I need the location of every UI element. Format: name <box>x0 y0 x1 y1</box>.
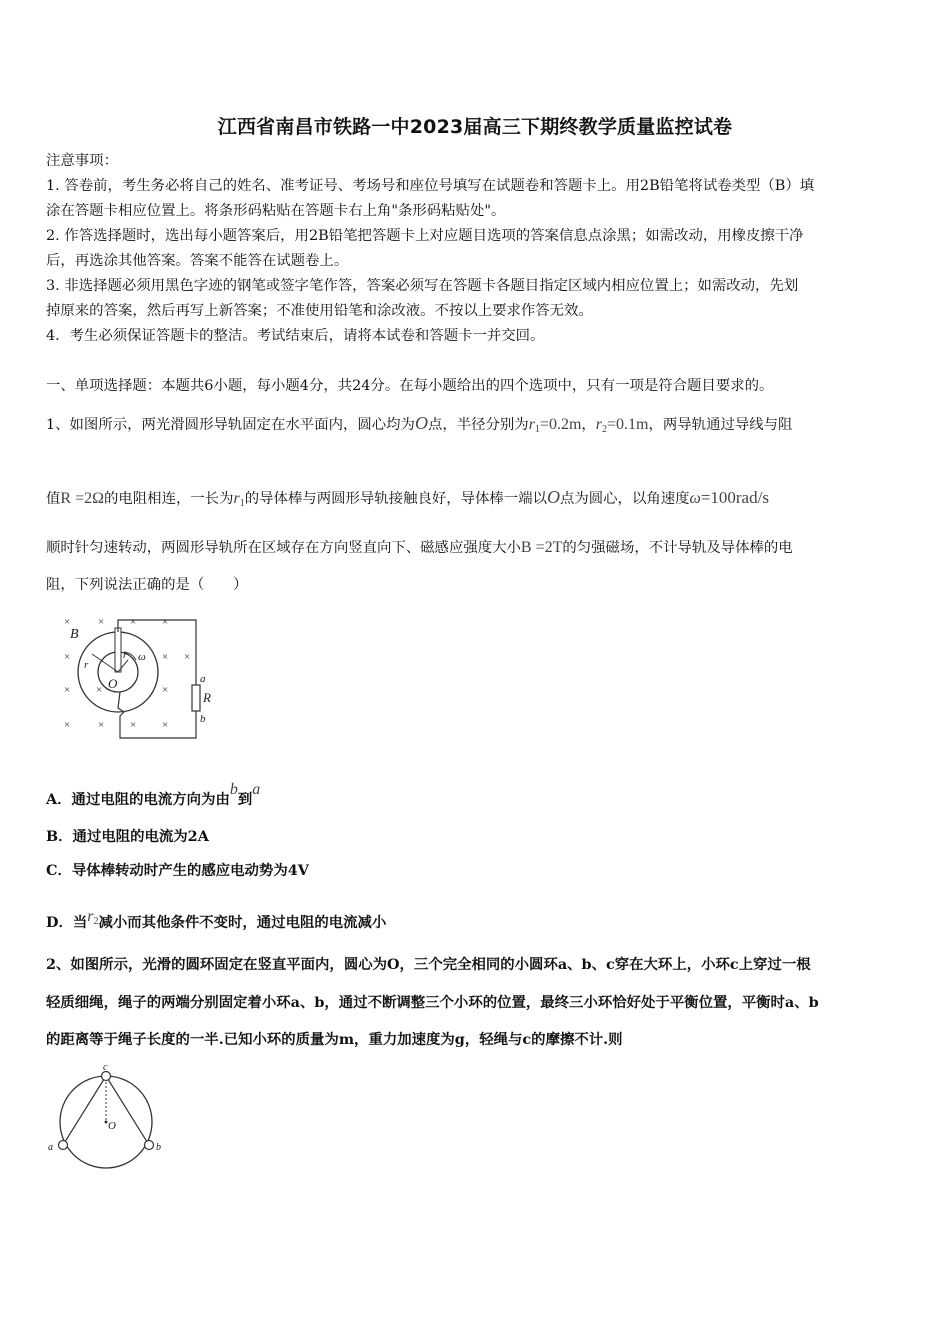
svg-text:×: × <box>130 719 137 731</box>
svg-text:×: × <box>184 651 191 663</box>
ring-b <box>145 1141 154 1150</box>
q1-option-a-text: A．通过电阻的电流方向为由 <box>46 791 230 808</box>
q1-O2: O <box>546 487 560 507</box>
q1-omega-eq: =100rad/s <box>700 488 769 507</box>
svg-text:×: × <box>96 684 103 696</box>
q1-line-4: 阻，下列说法正确的是（ ） <box>46 577 248 593</box>
svg-text:×: × <box>162 719 169 731</box>
q1-line-3 <box>46 538 793 558</box>
label-a: a <box>48 1142 53 1153</box>
q1-r1b-r: r <box>233 490 240 507</box>
rope-right <box>106 1076 149 1145</box>
notice-line-1: 1. 答卷前，考生务必将自己的姓名、准考证号、考场号和座位号填写在试题卷和答题卡上。用2B铅笔将试卷类型（B）填 <box>46 178 815 194</box>
svg-text:×: × <box>162 651 169 663</box>
ring-a <box>59 1141 68 1150</box>
q1-option-d[interactable] <box>46 907 386 933</box>
notice-line-7: 4．考生必须保证答题卡的整洁。考试结束后，请将本试卷和答题卡一并交回。 <box>46 328 545 344</box>
notice-line-4: 后，再选涂其他答案。答案不能答在试题卷上。 <box>46 253 349 269</box>
conductor-rod <box>115 628 121 672</box>
label-c: c <box>103 1062 108 1073</box>
q1-r2 <box>596 416 607 433</box>
wire-bottom <box>118 692 196 738</box>
q1-option-d-text1: D．当 <box>46 914 88 931</box>
q1-r1-eq: =0.2m <box>539 416 582 433</box>
q1-r2-eq: =0.1m <box>607 416 649 433</box>
q2-line-3: 的距离等于绳子长度的一半.已知小环的质量为m，重力加速度为g，轻绳与c的摩擦不计.则 <box>46 1031 623 1048</box>
label-r2: r <box>123 649 128 661</box>
label-b: b <box>156 1142 161 1153</box>
notice-line-2: 涂在答题卡相应位置上。将条形码粘贴在答题卡右上角"条形码粘贴处"。 <box>46 203 506 219</box>
q1-r1-r: r <box>528 416 535 433</box>
rope-left <box>63 1076 106 1145</box>
q1-option-a-a: a <box>252 781 261 798</box>
q1-O: O <box>414 413 428 433</box>
q1-option-d-r: r <box>87 908 94 925</box>
q1-option-a-b: b <box>229 781 238 798</box>
q1-option-b[interactable]: B．通过电阻的电流为2A <box>46 828 209 845</box>
field-label-B: B <box>70 627 79 642</box>
q1-r1-sub: 1 <box>534 424 540 435</box>
q1-text-e: 的电阻相连，一长为 <box>104 491 234 507</box>
svg-text:×: × <box>98 616 105 628</box>
q1-r1b <box>234 490 245 507</box>
q1-option-a[interactable] <box>46 780 260 810</box>
svg-text:×: × <box>130 616 137 628</box>
q1-text-i: 的匀强磁场，不计导轨及导体棒的电 <box>562 540 793 556</box>
notice-line-5: 3. 非选择题必须用黑色字迹的钢笔或签字笔作答，答案必须写在答题卡各题目指定区域内相应位置上；如需改动，先划 <box>46 278 799 294</box>
q1-text-f: 的导体棒与两圆形导轨接触良好，导体棒一端以 <box>244 491 547 507</box>
q2-line-2: 轻质细绳，绳子的两端分别固定着小环a、b，通过不断调整三个小环的位置，最终三小环恰好处于平衡位置，平衡时a、b <box>46 994 819 1011</box>
notice-heading: 注意事项： <box>46 153 118 169</box>
q1-comma: ， <box>581 417 596 433</box>
q1-option-a-to: 到 <box>237 791 253 808</box>
q1-option-d-r2 <box>87 908 98 925</box>
q1-text-g: 点为圆心，以角速度 <box>559 491 690 507</box>
q1-line-1 <box>46 413 792 440</box>
label-a: a <box>200 673 206 685</box>
svg-text:×: × <box>64 719 71 731</box>
page-title: 江西省南昌市铁路一中2023届高三下期终教学质量监控试卷 <box>217 116 733 138</box>
label-O: O <box>108 676 118 691</box>
q1-figure <box>56 610 226 745</box>
q1-r1 <box>529 416 540 433</box>
q1-text-b: 点，半径分别为 <box>427 417 529 433</box>
label-b: b <box>200 713 206 725</box>
q1-B-eq: B =2T <box>520 539 563 556</box>
q2-figure <box>42 1062 172 1172</box>
q1-option-c[interactable]: C．导体棒转动时产生的感应电动势为4V <box>46 862 309 879</box>
q1-text-c: ，两导轨通过导线与阻 <box>648 417 793 433</box>
q2-line-1: 2、如图所示，光滑的圆环固定在竖直平面内，圆心为O，三个完全相同的小圆环a、b、c穿在大环上，小环c上穿过一根 <box>46 956 811 973</box>
q1-option-d-text2: 减小而其他条件不变时，通过电阻的电流减小 <box>98 914 387 931</box>
label-r1: r <box>84 659 89 671</box>
q1-r1b-sub: 1 <box>239 498 245 509</box>
q1-r2-sub: 2 <box>602 424 608 435</box>
q1-text-d: 值 <box>46 491 61 507</box>
svg-text:×: × <box>64 616 71 628</box>
svg-text:×: × <box>98 719 105 731</box>
svg-text:×: × <box>162 684 169 696</box>
section-heading: 一、单项选择题：本题共6小题，每小题4分，共24分。在每小题给出的四个选项中，只有一项是符合题目要求的。 <box>46 378 774 394</box>
q1-option-d-sub: 2 <box>93 916 99 927</box>
q1-text-h: 顺时针匀速转动，两圆形导轨所在区域存在方向竖直向下、磁感应强度大小 <box>46 540 521 556</box>
q1-line-2 <box>46 487 769 514</box>
label-R: R <box>203 690 211 705</box>
q1-omega: ω <box>689 490 701 507</box>
q1-R-eq: R =2Ω <box>60 490 104 507</box>
svg-text:×: × <box>64 684 71 696</box>
label-O: O <box>108 1120 116 1132</box>
svg-text:×: × <box>64 651 71 663</box>
notice-line-3: 2. 作答选择题时，选出每小题答案后，用2B铅笔把答题卡上对应题目选项的答案信息点涂黑；如需改动，用橡皮擦干净 <box>46 228 804 244</box>
notice-line-6: 掉原来的答案，然后再写上新答案；不准使用铅笔和涂改液。不按以上要求作答无效。 <box>46 303 593 319</box>
resistor <box>192 685 200 711</box>
svg-text:×: × <box>162 616 169 628</box>
q1-r2-r: r <box>595 416 603 433</box>
label-omega: ω <box>138 651 146 663</box>
q1-text-a: 1、如图所示，两光滑圆形导轨固定在水平面内，圆心均为 <box>46 417 415 433</box>
